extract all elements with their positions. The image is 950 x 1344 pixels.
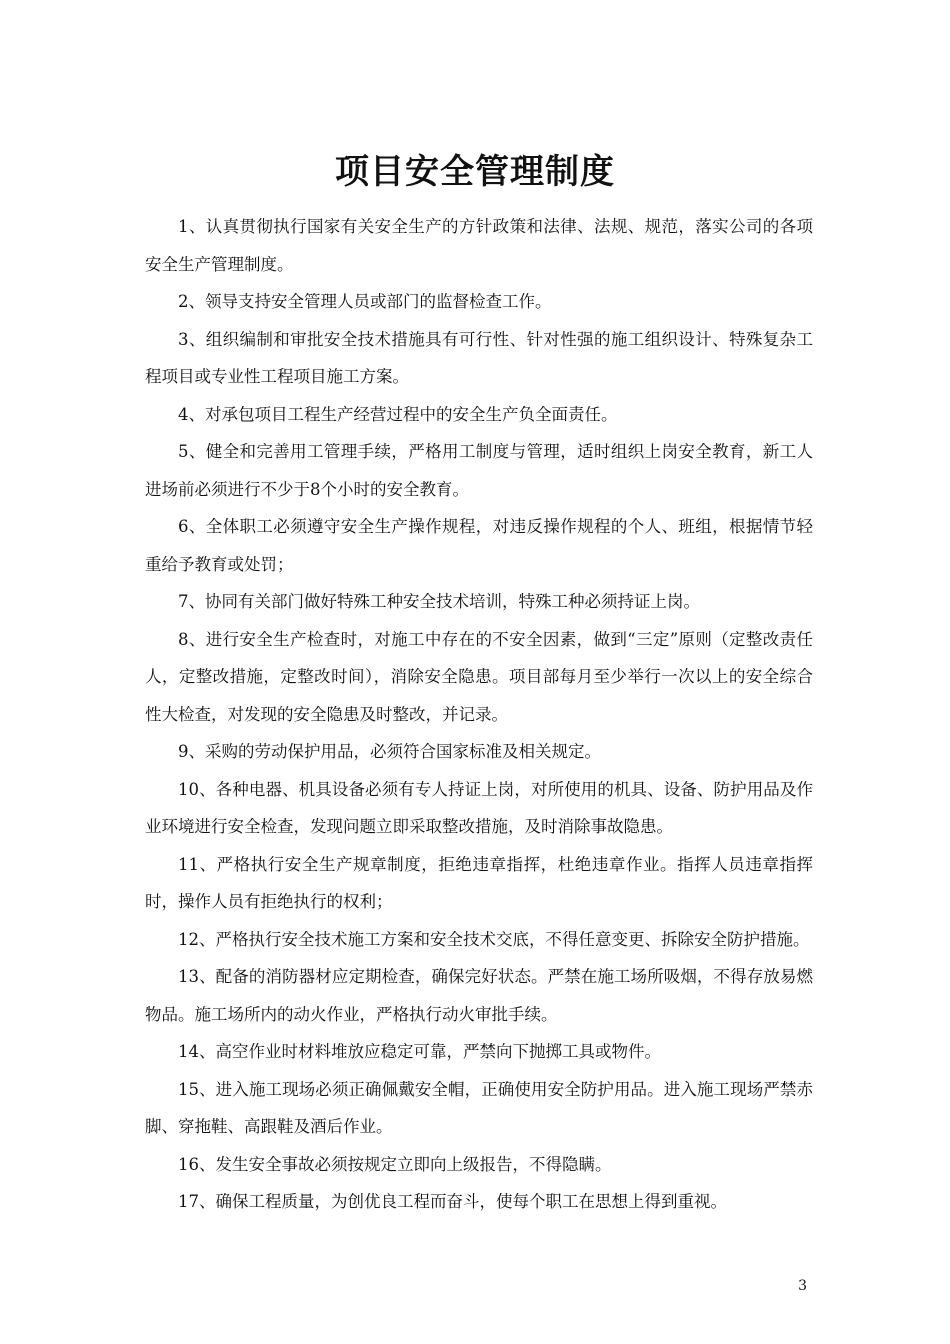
regulation-item-2: 2、领导支持安全管理人员或部门的监督检查工作。 <box>178 292 552 311</box>
regulation-item-8: 8、进行安全生产检查时，对施工中存在的不安全因素，做到“三定”原则（定整改责任人，定整改措施，定整改时间），消除安全隐患。项目部每月至少举行一次以上的安全综合性大检查，对发现的安全隐患及时整改，并记录。 <box>145 629 813 724</box>
regulation-item-12: 12、严格执行安全技术施工方案和安全技术交底，不得任意变更、拆除安全防护措施。 <box>178 929 810 949</box>
regulation-body <box>145 208 813 1221</box>
page-title: 项目安全管理制度 <box>335 152 615 192</box>
regulation-item-6: 6、全体职工必须遵守安全生产操作规程，对违反操作规程的个人、班组，根据情节轻重给予教育或处罚； <box>145 517 813 574</box>
regulation-item-16: 16、发生安全事故必须按规定立即向上级报告，不得隐瞒。 <box>178 1154 612 1174</box>
regulation-item-14: 14、高空作业时材料堆放应稳定可靠，严禁向下抛掷工具或物件。 <box>178 1042 661 1061</box>
regulation-item-10: 10、各种电器、机具设备必须有专人持证上岗，对所使用的机具、设备、防护用品及作业环境进行安全检查，发现问题立即采取整改措施，及时消除事故隐患。 <box>145 779 813 836</box>
regulation-item-5: 5、健全和完善用工管理手续，严格用工制度与管理，适时组织上岗安全教育，新工人进场前必须进行不少于8个小时的安全教育。 <box>145 442 813 499</box>
regulation-item-17: 17、确保工程质量，为创优良工程而奋斗，使每个职工在思想上得到重视。 <box>178 1192 727 1211</box>
regulation-item-13: 13、配备的消防器材应定期检查，确保完好状态。严禁在施工场所吸烟，不得存放易燃物品。施工场所内的动火作业，严格执行动火审批手续。 <box>145 967 813 1024</box>
regulation-item-9: 9、采购的劳动保护用品，必须符合国家标准及相关规定。 <box>178 742 601 761</box>
regulation-item-11: 11、严格执行安全生产规章制度，拒绝违章指挥，杜绝违章作业。指挥人员违章指挥时，操作人员有拒绝执行的权利； <box>145 854 813 911</box>
regulation-item-4: 4、对承包项目工程生产经营过程中的安全生产负全面责任。 <box>178 404 618 424</box>
regulation-item-3: 3、组织编制和审批安全技术措施具有可行性、针对性强的施工组织设计、特殊复杂工程项目或专业性工程项目施工方案。 <box>145 329 813 386</box>
regulation-item-7: 7、协同有关部门做好特殊工种安全技术培训，特殊工种必须持证上岗。 <box>178 592 700 611</box>
regulation-item-15: 15、进入施工现场必须正确佩戴安全帽，正确使用安全防护用品。进入施工现场严禁赤脚、穿拖鞋、高跟鞋及酒后作业。 <box>145 1079 813 1136</box>
regulation-item-1: 1、认真贯彻执行国家有关安全生产的方针政策和法律、法规、规范，落实公司的各项安全生产管理制度。 <box>145 217 813 274</box>
page-number: 3 <box>798 1278 807 1294</box>
